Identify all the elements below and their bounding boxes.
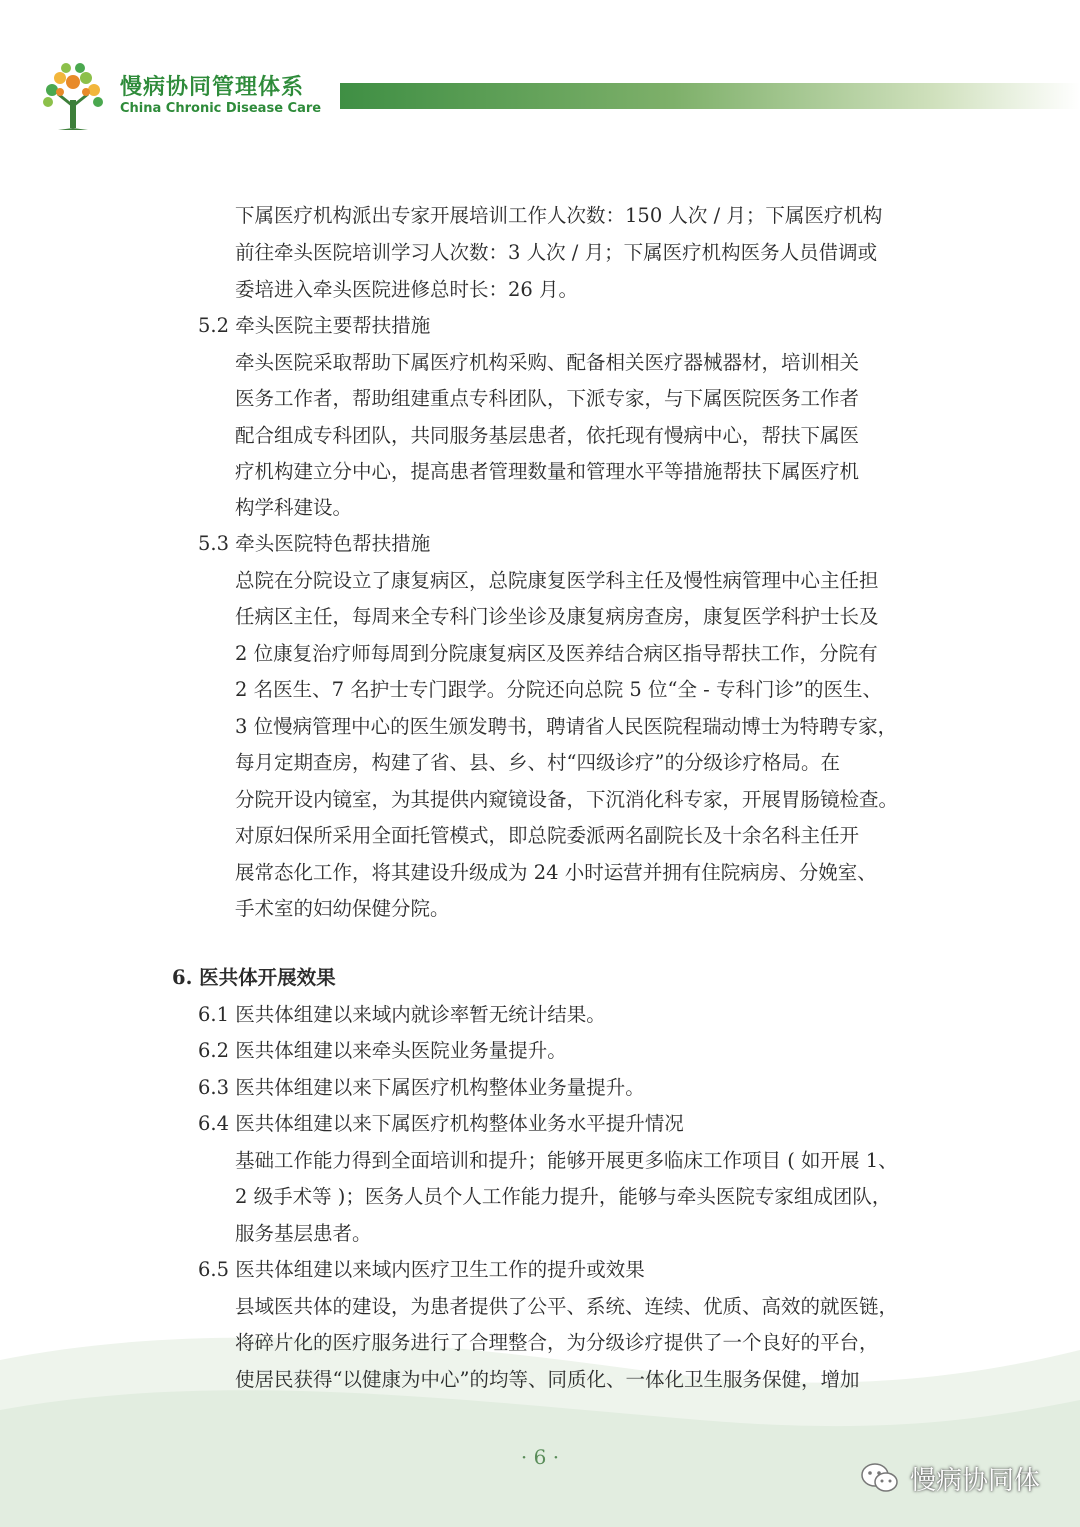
- page-header: [0, 0, 1080, 140]
- paragraph-line: 将碎片化的医疗服务进行了合理整合，为分级诊疗提供了一个良好的平台，: [235, 1331, 879, 1354]
- paragraph-line: 构学科建设。: [235, 496, 353, 519]
- paragraph-line: 委培进入牵头医院进修总时长：26 月。: [235, 278, 579, 301]
- paragraph-line: 医务工作者，帮助组建重点专科团队，下派专家，与下属医院医务工作者: [235, 387, 860, 410]
- paragraph-line: 牵头医院采取帮助下属医疗机构采购、配备相关医疗器械器材，培训相关: [235, 351, 860, 374]
- subsection-heading: 6.5 医共体组建以来域内医疗卫生工作的提升或效果: [198, 1258, 645, 1281]
- paragraph-line: 前往牵头医院培训学习人次数：3 人次 / 月；下属医疗机构医务人员借调或: [235, 241, 878, 264]
- watermark-text: 慢病协同体: [910, 1466, 1041, 1496]
- paragraph-line: 2 级手术等 )；医务人员个人工作能力提升，能够与牵头医院专家组成团队，: [235, 1185, 892, 1208]
- subsection-heading: 6.1 医共体组建以来域内就诊率暂无统计结果。: [198, 1003, 606, 1026]
- subsection-heading: 6.4 医共体组建以来下属医疗机构整体业务水平提升情况: [198, 1112, 684, 1135]
- paragraph-line: 使居民获得“以健康为中心”的均等、同质化、一体化卫生服务保健，增加: [235, 1368, 860, 1391]
- logo-title-en: China Chronic Disease Care: [120, 101, 322, 116]
- page-number: · 6 ·: [520, 1445, 560, 1469]
- tree-logo-icon: [38, 62, 108, 132]
- paragraph-line: 县域医共体的建设，为患者提供了公平、系统、连续、优质、高效的就医链，: [235, 1295, 899, 1318]
- subsection-heading: 6.3 医共体组建以来下属医疗机构整体业务量提升。: [198, 1076, 645, 1099]
- paragraph-line: 下属医疗机构派出专家开展培训工作人次数：150 人次 / 月；下属医疗机构: [235, 204, 883, 227]
- subsection-heading: 5.3 牵头医院特色帮扶措施: [198, 532, 431, 555]
- header-gradient-bar: [340, 83, 1080, 109]
- paragraph-line: 2 位康复治疗师每周到分院康复病区及医养结合病区指导帮扶工作，分院有: [235, 642, 878, 665]
- paragraph-line: 展常态化工作，将其建设升级成为 24 小时运营并拥有住院病房、分娩室、: [235, 861, 877, 884]
- paragraph-line: 疗机构建立分中心，提高患者管理数量和管理水平等措施帮扶下属医疗机: [235, 460, 860, 483]
- logo-title-cn: 慢病协同管理体系: [120, 75, 305, 100]
- paragraph-line: 每月定期查房，构建了省、县、乡、村“四级诊疗”的分级诊疗格局。在: [235, 751, 840, 774]
- paragraph-line: 任病区主任，每周来全专科门诊坐诊及康复病房查房，康复医学科护士长及: [235, 605, 879, 628]
- paragraph-line: 服务基层患者。: [235, 1222, 372, 1245]
- subsection-heading: 5.2 牵头医院主要帮扶措施: [198, 314, 431, 337]
- paragraph-line: 手术室的妇幼保健分院。: [235, 897, 450, 920]
- wechat-icon: [860, 1462, 900, 1494]
- paragraph-line: 配合组成专科团队，共同服务基层患者，依托现有慢病中心，帮扶下属医: [235, 424, 860, 447]
- section-heading: 6. 医共体开展效果: [172, 966, 336, 989]
- subsection-heading: 6.2 医共体组建以来牵头医院业务量提升。: [198, 1039, 567, 1062]
- paragraph-line: 基础工作能力得到全面培训和提升；能够开展更多临床工作项目 ( 如开展 1、: [235, 1149, 898, 1172]
- paragraph-line: 分院开设内镜室，为其提供内窥镜设备，下沉消化科专家，开展胃肠镜检查。: [235, 788, 899, 811]
- paragraph-line: 2 名医生、7 名护士专门跟学。分院还向总院 5 位“全 - 专科门诊”的医生、: [235, 678, 882, 701]
- paragraph-line: 对原妇保所采用全面托管模式，即总院委派两名副院长及十余名科主任开: [235, 824, 860, 847]
- paragraph-line: 总院在分院设立了康复病区，总院康复医学科主任及慢性病管理中心主任担: [235, 569, 879, 592]
- paragraph-line: 3 位慢病管理中心的医生颁发聘书，聘请省人民医院程瑞动博士为特聘专家，: [235, 715, 898, 738]
